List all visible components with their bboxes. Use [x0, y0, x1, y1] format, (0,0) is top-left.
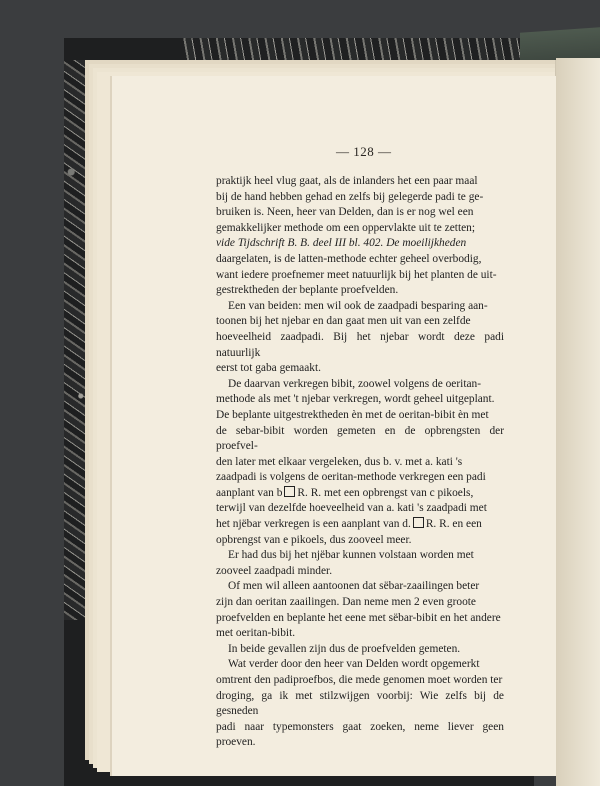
text-line: zaadpadi is volgens de oeritan-methode verkregen een padi — [216, 471, 486, 484]
text-line: Wat verder door den heer van Delden wordt opgemerkt — [228, 658, 480, 671]
text-line: De beplante uitgestrektheden èn met de oeritan-bibit èn met — [216, 408, 489, 421]
text-line: eerst tot gaba gemaakt. — [216, 362, 322, 375]
square-symbol — [413, 517, 424, 528]
text-line: Een van beiden: men wil ook de zaadpadi besparing aan- — [228, 299, 488, 312]
text-line: het njëbar verkregen is een aanplant van d. R. R. en een — [216, 518, 482, 531]
marbled-cover-top — [180, 38, 520, 60]
text-line: opbrengst van e pikoels, dus zooveel meer. — [216, 533, 412, 546]
text-line: terwijl van dezelfde hoeveelheid van a. kati 's zaadpadi met — [216, 502, 487, 515]
text-line: padi naar typemonsters gaat zoeken, neme liever geen proeven. — [216, 720, 504, 749]
text-line: Of men wil alleen aantoonen dat sëbar-zaailingen beter — [228, 580, 480, 593]
text-line: De daarvan verkregen bibit, zoowel volgens de oeritan- — [228, 377, 482, 390]
text-line: praktijk heel vlug gaat, als de inlanders het een paar maal — [216, 175, 478, 187]
text-line: In beide gevallen zijn dus de proefvelden gemeten. — [228, 642, 461, 655]
text-line: bruiken is. Neen, heer van Delden, dan is er nog wel een — [216, 206, 474, 219]
text-line: zijn dan oeritan zaailingen. Dan neme men 2 even groote — [216, 596, 476, 609]
text-line: de sebar-bibit worden gemeten en de opbrengsten der proefvel- — [216, 424, 504, 453]
text-line: den later met elkaar vergeleken, dus b. v. met a. kati 's — [216, 455, 463, 468]
text-line: droging, ga ik met stilzwijgen voorbij: Wie zelfs bij de gesneden — [216, 689, 504, 718]
text-line: aanplant van b R. R. met een opbrengst van c pikoels, — [216, 486, 474, 499]
text-line: Er had dus bij het njëbar kunnen volstaan worden met — [228, 549, 474, 562]
page-number: — 128 — — [336, 144, 392, 159]
text-line: daargelaten, is de latten-methode echter geheel overbodig, — [216, 252, 482, 265]
text-line: methode als met 't njebar verkregen, wordt geheel uitgeplant. — [216, 393, 495, 406]
facing-page — [556, 58, 600, 786]
text-line: want iedere proefnemer meet natuurlijk bij het planten de uit- — [216, 268, 497, 281]
text-line: proefvelden en beplante het eene met sëbar-bibit en het andere — [216, 611, 501, 624]
text-line: zooveel zaadpadi minder. — [216, 564, 333, 577]
text-line: hoeveelheid zaadpadi. Bij het njebar wordt deze padi natuurlijk — [216, 330, 504, 359]
square-symbol — [284, 486, 295, 497]
text-line: omtrent den padiproefbos, die mede genomen moet worden ter — [216, 674, 503, 686]
page-body — [216, 174, 504, 751]
text-line: met oeritan-bibit. — [216, 627, 296, 640]
text-line: bij de hand hebben gehad en zelfs bij gelegerde padi te ge- — [216, 190, 484, 203]
text-line: vide Tijdschrift B. B. deel III bl. 402. De moeilijkheden — [216, 237, 467, 250]
text-line: toonen bij het njebar en dan gaat men uit van een zelfde — [216, 315, 471, 328]
text-line: gemakkelijker methode om een oppervlakte uit te zetten; — [216, 221, 476, 234]
text-line: gestrektheden der beplante proefvelden. — [216, 284, 399, 297]
